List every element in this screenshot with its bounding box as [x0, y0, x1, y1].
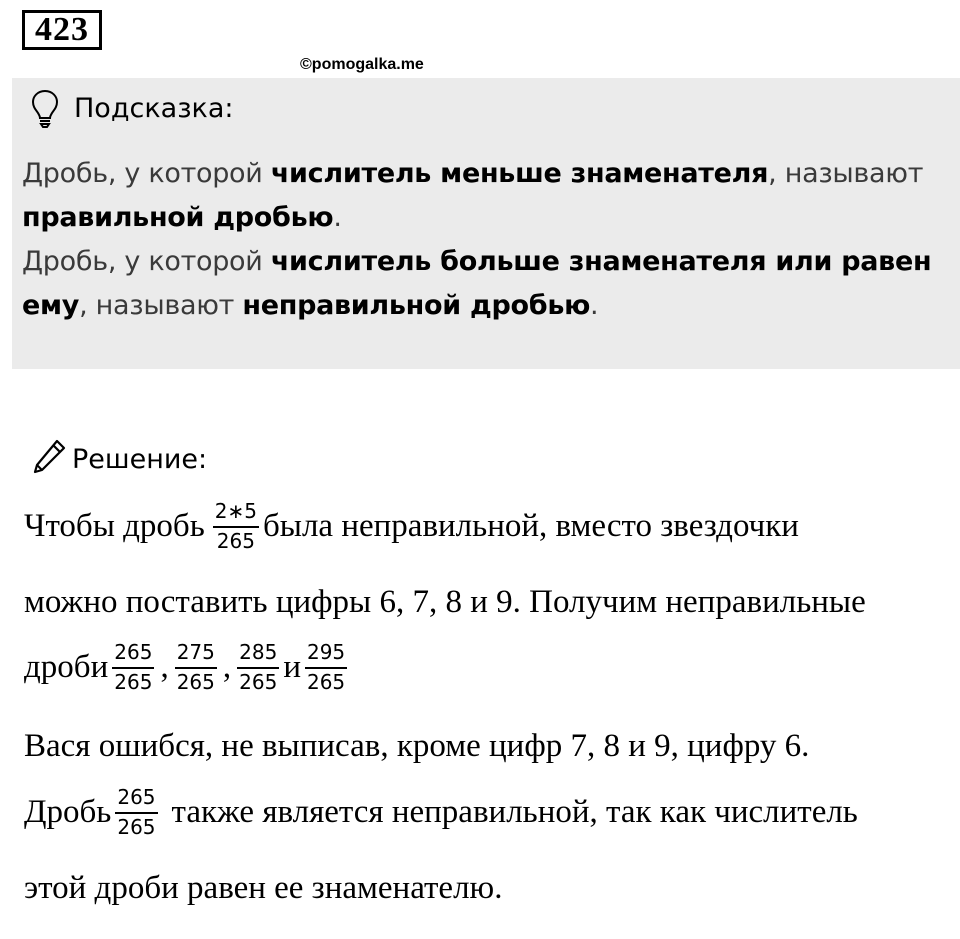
- fraction-bar: [213, 526, 259, 528]
- fraction-bar: [112, 667, 154, 669]
- conjunction: и: [283, 649, 301, 685]
- hint-p2-bold: ему: [22, 290, 80, 321]
- solution-text: Дробь: [24, 794, 112, 830]
- fraction-numerator: 285: [239, 640, 278, 664]
- fraction-numerator: 2∗5: [214, 499, 257, 523]
- solution-text: была неправильной, вместо звездочки: [263, 508, 799, 544]
- hint-paragraph-1: [22, 152, 952, 240]
- hint-p2-text: .: [590, 290, 599, 321]
- hint-p1-text: .: [333, 202, 342, 233]
- fraction-numerator: 275: [176, 640, 215, 664]
- watermark: ©pomogalka.me: [300, 56, 424, 73]
- pencil-icon: [30, 437, 68, 481]
- hint-p1-bold: числитель меньше знаменателя: [270, 158, 769, 189]
- fraction-numerator: 265: [117, 785, 156, 809]
- task-number: 423: [22, 10, 102, 50]
- hint-p2-text: Дробь, у которой: [22, 246, 271, 277]
- hint-paragraph-2: [22, 240, 952, 328]
- solution-header: [30, 434, 207, 484]
- hint-p1-bold: правильной дробью: [22, 202, 334, 233]
- fraction: [213, 500, 259, 553]
- fraction-bar: [115, 812, 157, 814]
- fraction: [305, 641, 347, 694]
- fraction: [115, 786, 157, 839]
- fraction-bar: [175, 667, 217, 669]
- solution-title: Решение:: [72, 443, 208, 475]
- hint-box: [12, 78, 960, 369]
- fraction-numerator: 295: [306, 640, 346, 664]
- hint-p2-bold: неправильной дробью: [242, 290, 591, 321]
- solution-line-6: этой дроби равен ее знаменателю.: [24, 869, 503, 906]
- fraction: [112, 641, 154, 694]
- fraction-denominator: 265: [176, 670, 215, 694]
- hint-header: [30, 86, 234, 130]
- fraction-denominator: 265: [117, 815, 156, 839]
- fraction-bar: [305, 667, 347, 669]
- solution-text: Чтобы дробь: [24, 508, 205, 544]
- fraction: [237, 641, 279, 694]
- solution-line-3: [24, 641, 351, 694]
- fraction-denominator: 265: [239, 670, 278, 694]
- fraction-denominator: 265: [306, 670, 346, 694]
- hint-p2-bold: числитель больше знаменателя или равен: [270, 246, 932, 277]
- fraction-denominator: 265: [114, 670, 153, 694]
- hint-title: Подсказка:: [74, 92, 234, 124]
- solution-line-1: [24, 500, 799, 553]
- fraction-numerator: 265: [114, 640, 153, 664]
- separator: ,: [160, 649, 169, 685]
- separator: ,: [222, 649, 232, 685]
- solution-line-5: [24, 786, 858, 839]
- hint-text: [22, 152, 952, 328]
- solution-line-4: Вася ошибся, не выписав, кроме цифр 7, 8 и 9, цифру 6.: [24, 727, 810, 764]
- hint-p2-text: , называют: [79, 290, 243, 321]
- solution-text: дроби: [24, 649, 109, 685]
- lightbulb-icon: [30, 88, 60, 128]
- fraction-denominator: 265: [216, 529, 255, 553]
- fraction-bar: [237, 667, 279, 669]
- fraction: [175, 641, 217, 694]
- hint-p1-text: , называют: [768, 158, 924, 189]
- solution-text: также является неправильной, так как числитель: [171, 794, 858, 830]
- hint-p1-text: Дробь, у которой: [22, 158, 271, 189]
- solution-line-2: можно поставить цифры 6, 7, 8 и 9. Получим неправильные: [24, 583, 866, 620]
